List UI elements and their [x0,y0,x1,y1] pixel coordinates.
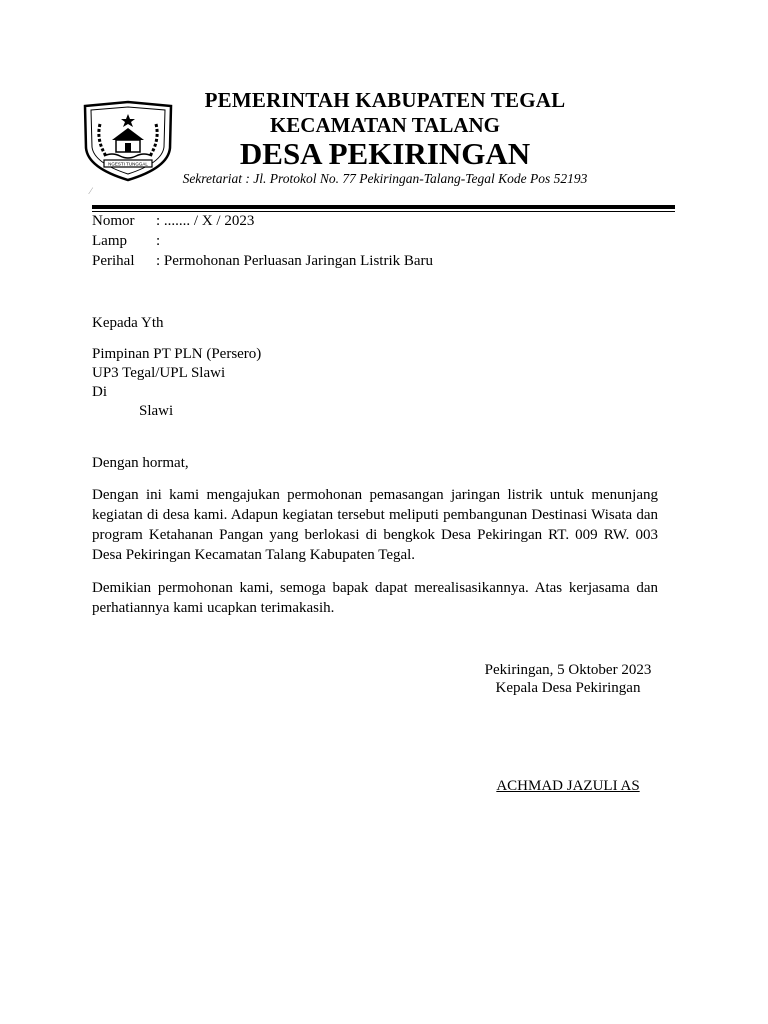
signer-position: Kepala Desa Pekiringan [495,680,641,696]
field-label: Perihal [92,253,135,269]
recipient-salutation: Kepada Yth [92,315,164,331]
regency-emblem-icon [82,100,174,182]
letterhead-district: KECAMATAN TALANG [269,113,501,137]
field-number [92,212,254,230]
field-label: Lamp [92,233,127,249]
place-date: Pekiringan, 5 Oktober 2023 [484,662,652,678]
body-paragraph-2: Demikian permohonan kami, semoga bapak dapat merealisasikannya. Atas kerjasama dan perhatiannya kami ucapkan terimakasih. [92,580,658,616]
letterhead-village: DESA PEKIRINGAN [239,136,531,171]
field-attachment [92,232,160,250]
field-value: : [156,233,161,249]
letterhead-divider-thick [92,205,675,209]
recipient-line2: UP3 Tegal/UPL Slawi [92,365,226,381]
body-paragraph-1: Dengan ini kami mengajukan permohonan pemasangan jaringan listrik untuk menunjang kegiatan di desa kami. Adapun kegiatan tersebut meliputi pembangunan Destinasi Wisata dan program Ketahanan Pangan yang berlokasi di bengkok Desa Pekiringan RT. 009 RW. 003 Desa Pekiringan Kecamatan Talang Kabupaten Tegal. [92,487,658,563]
recipient-line1: Pimpinan PT PLN (Persero) [92,346,262,362]
recipient-line3: Di [92,384,107,400]
field-subject [92,252,433,270]
svg-text:NGESTI TUNGGAL: NGESTI TUNGGAL [108,161,148,167]
field-label: Nomor [92,213,135,229]
recipient-city: Slawi [139,403,174,419]
letterhead-government: PEMERINTAH KABUPATEN TEGAL [204,88,566,112]
signer-name: ACHMAD JAZULI AS [496,778,640,794]
field-value: : ....... / X / 2023 [156,213,255,229]
letterhead-address: Sekretariat : Jl. Protokol No. 77 Pekiringan-Talang-Tegal Kode Pos 52193 [182,171,588,186]
field-value: : Permohonan Perluasan Jaringan Listrik Baru [156,253,434,269]
mark: ⁄ [90,186,92,196]
greeting: Dengan hormat, [92,455,189,471]
